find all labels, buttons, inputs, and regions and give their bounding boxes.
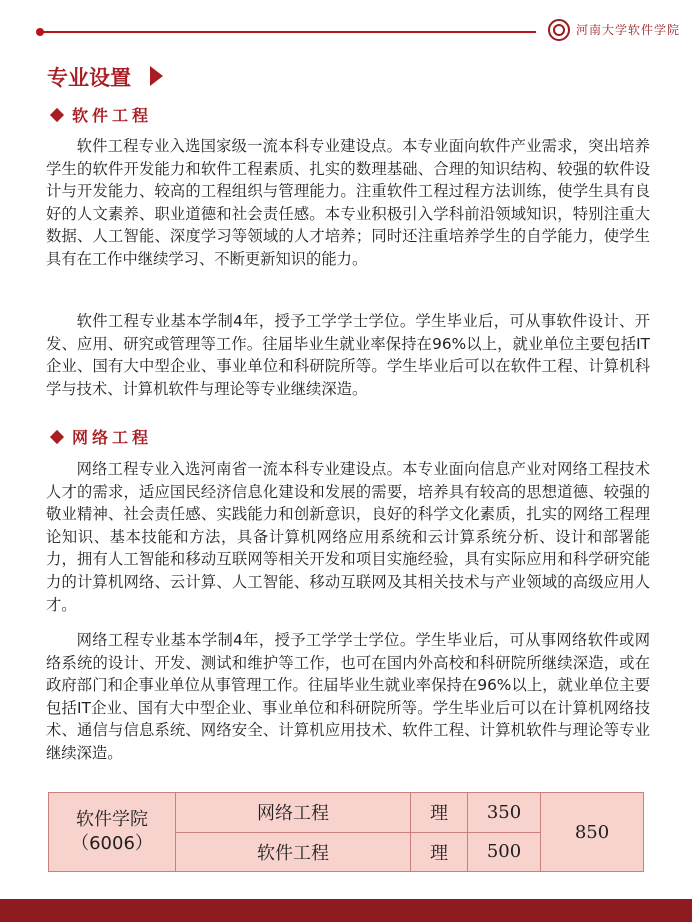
category-cell: 理 <box>411 793 468 833</box>
header-rule <box>38 31 536 33</box>
paragraph: 网络工程专业基本学制4年，授予工学学士学位。学生毕业后，可从事网络软件或网络系统的设计、开发、测试和维护等工作，也可在国内外高校和科研院所继续深造，或在政府部门和企事业单位从事管理工作。往届毕业生就业率保持在96%以上，就业单位主要包括IT企业、国有大中型企业、事业单位和科研院所等。学生毕业后可以在计算机网络技术、通信与信息系统、网络安全、计算机应用技术、软件工程、计算机软件与理论等专业继续深造。 <box>46 631 650 762</box>
section-heading-network <box>52 425 152 448</box>
category-cell: 理 <box>411 832 468 872</box>
total-cell: 850 <box>541 793 644 872</box>
section-heading-software <box>52 103 152 126</box>
major-cell: 软件工程 <box>176 832 411 872</box>
diamond-icon <box>50 107 64 121</box>
major-cell: 网络工程 <box>176 793 411 833</box>
paragraph: 网络工程专业入选河南省一流本科专业建设点。本专业面向信息产业对网络工程技术人才的需求，适应国民经济信息化建设和发展的需要，培养具有较高的思想道德、较强的敬业精神、社会责任感、实践能力和创新意识，良好的科学文化素质，扎实的网络工程理论知识、基本技能和方法，具备计算机网络应用系统和云计算系统分析、设计和部署能力，拥有人工智能和移动互联网等相关开发和项目实施经验，具有实际应用和科学研究能力的计算机网络、云计算、人工智能、移动互联网及其相关技术与产业领域的高级应用人才。 <box>46 460 650 614</box>
diamond-icon <box>50 429 64 443</box>
college-code: （6006） <box>71 833 153 854</box>
table-row <box>49 793 644 833</box>
school-logo-icon <box>548 19 570 41</box>
paragraph: 软件工程专业基本学制4年，授予工学学士学位。学生毕业后，可从事软件设计、开发、应用、研究或管理等工作。往届毕业生就业率保持在96%以上，就业单位主要包括IT企业、国有大中型企业、事业单位和科研院所等。学生毕业后可以在软件工程、计算机科学与技术、计算机软件与理论等专业继续深造。 <box>46 312 650 398</box>
count-cell: 500 <box>468 832 541 872</box>
section-title: 软件工程 <box>72 106 153 125</box>
college-name: 软件学院 <box>76 809 148 830</box>
enrollment-table <box>48 792 644 872</box>
count-cell: 350 <box>468 793 541 833</box>
school-name: 河南大学软件学院 <box>576 23 681 37</box>
footer-bar <box>0 899 692 922</box>
triangle-right-icon <box>150 66 163 86</box>
page-title: 专业设置 <box>47 66 131 90</box>
section-title: 网络工程 <box>72 428 153 447</box>
college-cell <box>49 793 176 872</box>
paragraph: 软件工程专业入选国家级一流本科专业建设点。本专业面向软件产业需求，突出培养学生的软件开发能力和软件工程素质、扎实的数理基础、合理的知识结构、较强的软件设计与开发能力、较高的工程组织与管理能力。注重软件工程过程方法训练，使学生具有良好的人文素养、职业道德和社会责任感。本专业积极引入学科前沿领域知识，特别注重大数据、人工智能、深度学习等领域的人才培养；同时还注重培养学生的自学能力，使学生具有在工作中继续学习、不断更新知识的能力。 <box>46 137 650 268</box>
